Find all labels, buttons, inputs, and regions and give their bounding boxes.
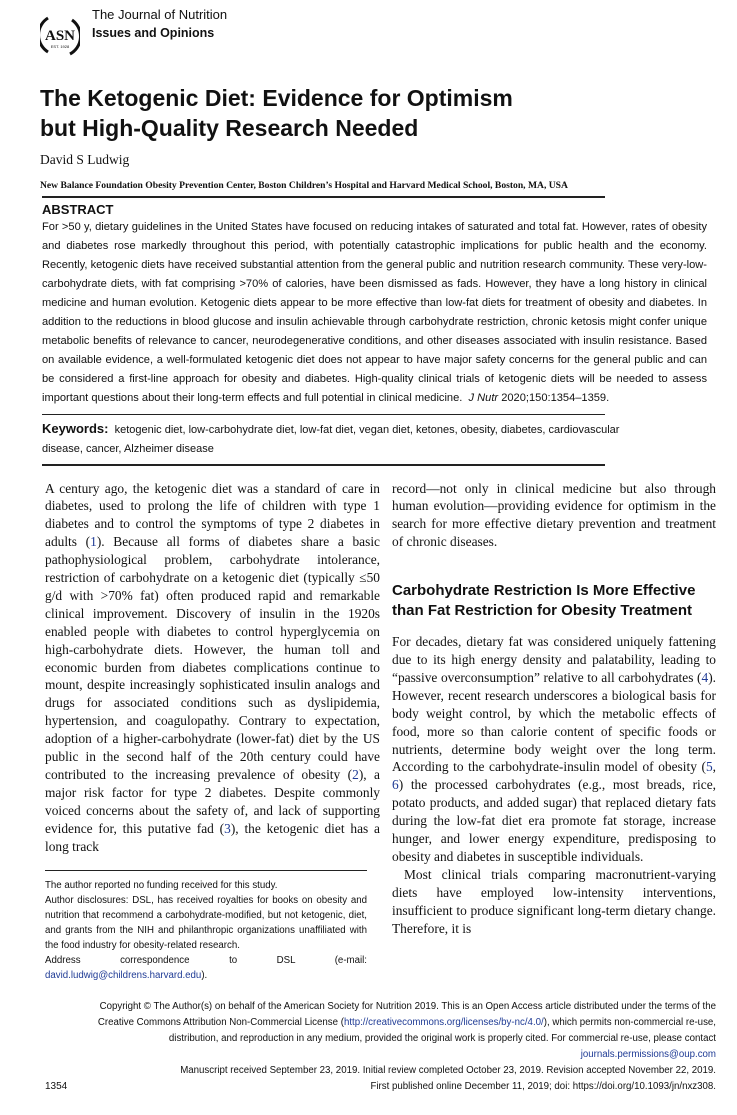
right-column-section-body <box>392 633 716 937</box>
left-column <box>45 480 380 983</box>
text-segment: A century ago, the ketogenic diet was a standard of care in diabetes, used to prolong the life of children with type 1 diabetes and to control the symptoms of type 2 diabetes in adults ( <box>45 480 380 550</box>
disclosures-note: Author disclosures: DSL, has received royalties for books on obesity and nutrition that recommend a carbohydrate-modified, but not ketogenic, diet, and grants from the NIH and philanthropic organizations unaffiliated with the food industry for obesity-related research. <box>45 894 367 951</box>
keywords <box>42 420 642 458</box>
divider <box>42 196 605 198</box>
paragraph <box>392 633 716 866</box>
citation-link[interactable]: 2 <box>352 767 359 782</box>
text-segment: Most clinical trials comparing macronutrient-varying diets have employed low-intensity interventions, insufficient to produce significant long-term dietary change. Therefore, it is <box>392 866 716 936</box>
body-columns <box>45 480 716 983</box>
citation-link[interactable]: 6 <box>392 777 399 793</box>
copyright-text-2: ), which permits non-commercial re-use, distribution, and reproduction in any medium, provided the original work is properly cited. For commercial re-use, please contact <box>168 1016 716 1044</box>
footnote-divider <box>45 870 367 871</box>
text-segment: ), a major risk factor for type 2 diabetes. Despite commonly voiced concerns about the safety of, and lack of supporting evidence for, this putative fad ( <box>45 767 380 836</box>
abstract-heading: ABSTRACT <box>42 201 114 217</box>
paragraph <box>392 866 716 938</box>
text-segment: ). However, recent research underscores a biological basis for body weight control, by which the metabolic effects of food, more so than calorie content of specific foods or nutrients, determine body weight over the long term. According to the carbohydrate-insulin model of obesity ( <box>392 669 716 775</box>
title-line: but High-Quality Research Needed <box>40 115 419 141</box>
copyright-text: Copyright © The Author(s) on behalf of the American Society for Nutrition 2019. This is an Open Access article distributed under the terms of the Creative Commons Attribution Non-Commercial License ( <box>97 1000 716 1028</box>
correspondence-suffix: ). <box>201 969 208 981</box>
text-segment: record—not only in clinical medicine but also through human evolution—providing evidence for optimism in the search for more effective dietary prevention and treatment of chronic diseases. <box>392 480 716 550</box>
citation-details: 2020;150:1354–1359. <box>501 391 610 404</box>
abstract-text <box>42 218 707 408</box>
text-segment: For decades, dietary fat was considered uniquely fattening due to its high energy density and palatability, leading to “passive overconsumption” relative to all carbohydrates ( <box>392 634 716 685</box>
footnotes <box>45 878 367 983</box>
right-column-intro <box>392 480 716 552</box>
citation-link[interactable]: 1 <box>90 534 97 550</box>
asn-logo <box>40 12 80 58</box>
paragraph <box>392 480 716 552</box>
svg-text:EST. 1928: EST. 1928 <box>50 44 70 49</box>
divider <box>42 464 605 466</box>
license-link[interactable]: http://creativecommons.org/licenses/by-nc/4.0/ <box>343 1016 544 1028</box>
svg-text:ASN: ASN <box>44 28 76 44</box>
copyright-footer <box>80 999 716 1095</box>
section-heading: Carbohydrate Restriction Is More Effective than Fat Restriction for Obesity Treatment <box>392 582 696 620</box>
keywords-list: ketogenic diet, low-carbohydrate diet, low-fat diet, vegan diet, ketones, obesity, diabetes, cardiovascular disease, cancer, Alzheimer disease <box>42 424 620 455</box>
title-line: The Ketogenic Diet: Evidence for Optimism <box>40 85 513 111</box>
text-segment: ) the processed carbohydrates (e.g., most breads, rice, potato products, and added sugar) that replaced dietary fats during the low-fat diet era promote fat storage, increase hunger, and lower energy expenditure, predisposing to obesity and diabetes in susceptible individuals. <box>392 777 716 864</box>
citation-link[interactable]: 5 <box>705 759 713 775</box>
funding-note: The author reported no funding received for this study. <box>45 879 278 891</box>
abstract-body: For >50 y, dietary guidelines in the United States have focused on reducing intakes of saturated and total fat. However, rates of obesity and diabetes rose markedly throughout this period, with potentially catastrophic implications for public health and the economy. Recently, ketogenic diets have received substantial attention from the general public and nutrition research community. These very-low-carbohydrate diets, with fat comprising >70% of calories, have been dismissed as fads. However, they have a long history in clinical medicine and human evolution. Ketogenic diets appear to be more effective than low-fat diets for treatment of obesity and diabetes. In addition to the reductions in blood glucose and insulin achievable through carbohydrate restriction, chronic ketosis might confer unique metabolic benefits of relevance to cancer, neurodegenerative conditions, and other diseases associated with insulin resistance. Based on available evidence, a well-formulated ketogenic diet does not appear to have major safety concerns for the general public and can be considered a first-line approach for obesity and diabetes. High-quality clinical trials of ketogenic diets will be needed to assess important questions about their long-term effects and full potential in clinical medicine. <box>42 220 707 404</box>
text-segment: ), the ketogenic diet has a long track <box>45 820 380 854</box>
masthead <box>40 6 716 66</box>
left-column-body <box>45 480 380 856</box>
author: David S Ludwig <box>40 152 130 167</box>
citation-link[interactable]: 3 <box>224 820 231 836</box>
paragraph <box>45 480 380 856</box>
journal-section: Issues and Opinions <box>92 26 215 40</box>
keywords-label: Keywords: <box>42 421 109 436</box>
affiliation: New Balance Foundation Obesity Prevention Center, Boston Children’s Hospital and Harvard Medical School, Boston, MA, USA <box>40 180 568 191</box>
publication-doi: First published online December 11, 2019; doi: https://doi.org/10.1093/jn/nxz308. <box>370 1080 716 1092</box>
text-segment: , <box>712 759 716 775</box>
right-column <box>392 480 716 983</box>
article-title <box>40 83 660 143</box>
citation-link[interactable]: 4 <box>701 669 709 685</box>
citation-journal: J Nutr <box>468 391 499 404</box>
permissions-email-link[interactable]: journals.permissions@oup.com <box>580 1048 716 1060</box>
page-number: 1354 <box>45 1080 68 1092</box>
page-footer <box>45 999 716 1095</box>
divider <box>42 414 605 416</box>
journal-name: The Journal of Nutrition <box>92 7 228 22</box>
correspondence-prefix: Address correspondence to DSL (e-mail: <box>45 954 367 966</box>
correspondence-note <box>45 953 367 983</box>
text-segment: ). Because all forms of diabetes share a basic pathophysiological problem, carbohydrate intolerance, restriction of carbohydrate on a ketogenic diet (typically ≤50 g/d with >70% fat) often produced rapid and remarkable clinical improvement. Discovery of insulin in the 1920s enabled people with diabetes to control hyperglycemia on high-carbohydrate diets. However, the human toll and economic burden from diabetes complications continue to mount, despite increasingly sophisticated insulin analogs and drugs for associated conditions such as dyslipidemia, hypertension, and coagulopathy. Contrary to expectation, adoption of a higher-carbohydrate (lower-fat) diet by the US public in the second half of the 20th century could have contributed to the increasing prevalence of obesity ( <box>45 534 380 782</box>
email-link[interactable]: david.ludwig@childrens.harvard.edu <box>45 969 202 981</box>
masthead-text <box>92 6 227 42</box>
manuscript-dates: Manuscript received September 23, 2019. Initial review completed October 23, 2019. Revision accepted November 22, 2019. <box>180 1064 716 1076</box>
